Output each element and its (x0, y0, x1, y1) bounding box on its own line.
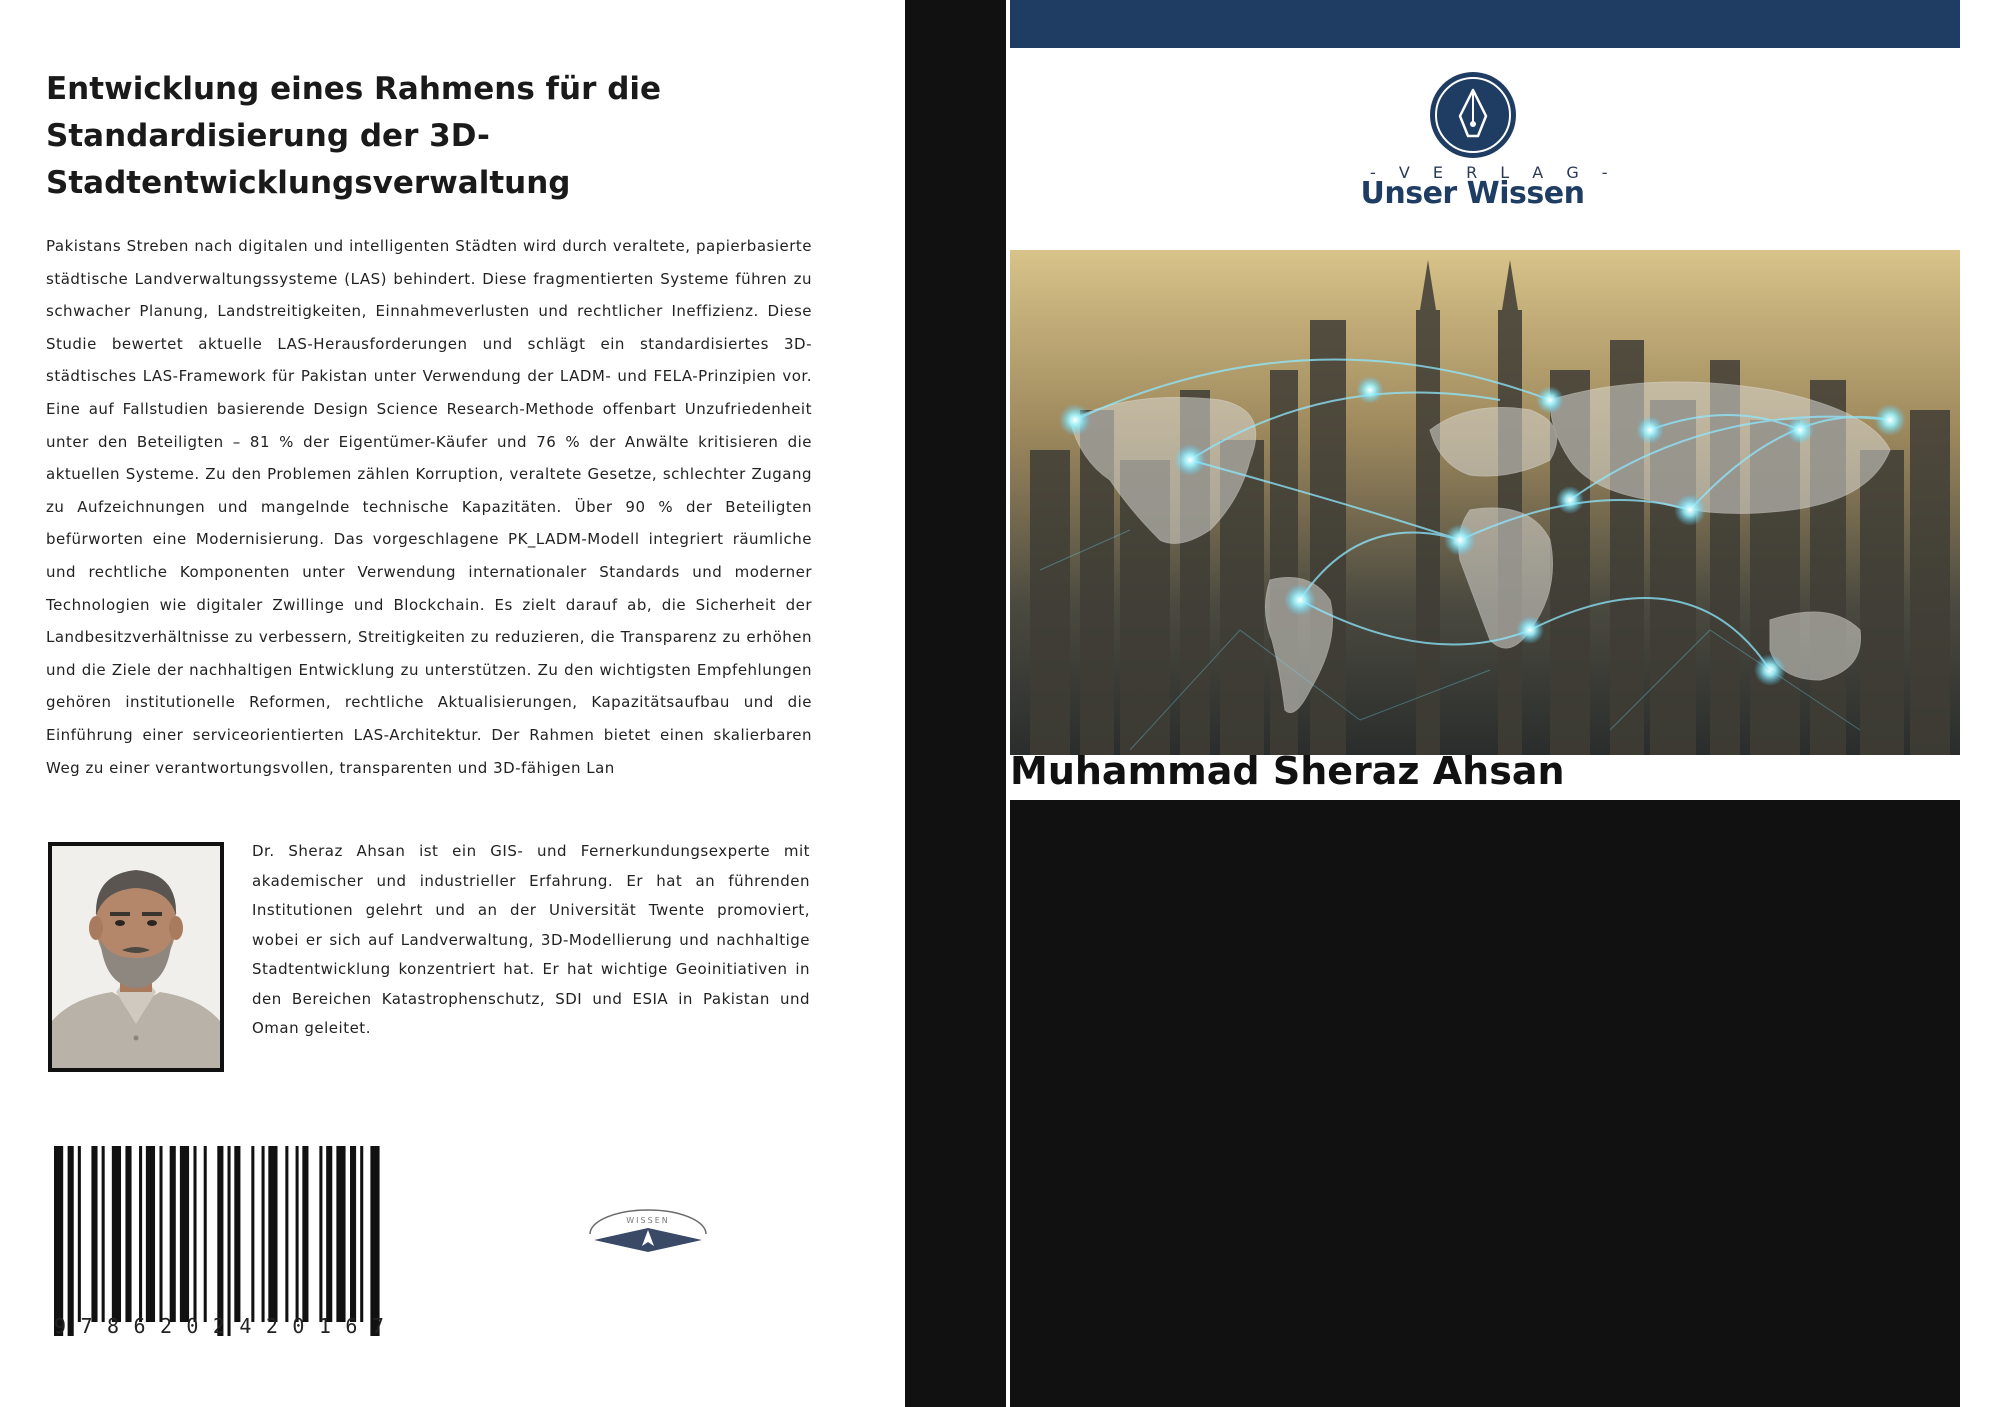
isbn-digit: 6 (133, 1314, 146, 1338)
publisher-back-logo (582, 1206, 714, 1256)
barcode-bar (68, 1146, 74, 1336)
barcode-bar (326, 1146, 332, 1322)
fountain-pen-nib-icon (1428, 70, 1518, 160)
publisher-name: Unser Wissen (1360, 176, 1585, 211)
barcode-bar (193, 1146, 196, 1322)
isbn-digit: 2 (265, 1314, 278, 1338)
book-title: Entwicklung eines Rahmens für die Standardisierung der 3D-Stadtentwicklungsverwaltung (46, 71, 662, 201)
barcode-bar (268, 1146, 277, 1322)
barcode-bar (234, 1146, 240, 1322)
barcode-bar (360, 1146, 363, 1322)
barcode-bar (146, 1146, 155, 1322)
barcode-bar (319, 1146, 322, 1322)
barcode-bar (54, 1146, 63, 1336)
barcode-bar (217, 1146, 223, 1336)
barcode-bar (350, 1146, 356, 1322)
front-cover (1010, 0, 1960, 1407)
publisher-logo-area (1010, 48, 1960, 250)
barcode-bar (91, 1146, 97, 1322)
isbn-digit: 7 (80, 1314, 93, 1338)
barcode-bar (251, 1146, 254, 1322)
isbn-digit: 9 (54, 1314, 67, 1338)
isbn-digit: 8 (106, 1314, 120, 1338)
barcode-bar (370, 1146, 379, 1336)
author-bio: Dr. Sheraz Ahsan ist ein GIS- und Fernerkundungsexperte mit akademischer und industrieller Erfahrung. Er hat an führenden Institutionen gelehrt und an der Universität Twente promoviert, wobei er sich auf Landverwaltung, 3D-Modellierung und nachhaltige Stadtentwicklung konzentriert hat. Er hat wichtige Geoinitiativen in den Bereichen Katastrophenschutz, SDI und ESIA in Pakistan und Oman geleitet. (252, 842, 810, 1037)
isbn-digit: 7 (371, 1314, 384, 1338)
back-cover (0, 0, 905, 1407)
barcode-bar (302, 1146, 308, 1322)
isbn-digit: 2 (159, 1314, 172, 1338)
barcode-bar (139, 1146, 142, 1322)
back-logo-text: WISSEN (626, 1216, 670, 1225)
city-world-network-image (1010, 250, 1960, 755)
book-blurb: Pakistans Streben nach digitalen und intelligenten Städten wird durch veraltete, papierbasierte städtische Landverwaltungssysteme (LAS) behindert. Diese fragmentierten Systeme führen zu schwacher Planung, Landstreitigkeiten, Einnahmeverlusten und rechtlicher Ineffizienz. Diese Studie bewertet aktuelle LAS-Herausforderungen und schlägt ein standardisiertes 3D-städtisches LAS-Framework für Pakistan unter Verwendung der LADM- und FELA-Prinzipien vor. Eine auf Fallstudien basierende Design Science Research-Methode offenbart Unzufriedenheit unter den Beteiligten – 81 % der Eigentümer-Käufer und 76 % der Anwälte kritisieren die aktuellen Systeme. Zu den Problemen zählen Korruption, veraltete Gesetze, schlechter Zugang zu Aufzeichnungen und mangelnde technische Kapazitäten. Über 90 % der Beteiligten befürworten eine Modernisierung. Das vorgeschlagene PK_LADM-Modell integriert räumliche und rechtliche Komponenten unter Verwendung internationaler Standards und moderner Technologien wie digitaler Zwillinge und Blockchain. Es zielt darauf ab, die Sicherheit der Landbesitzverhältnisse zu verbessern, Streitigkeiten zu reduzieren, die Transparenz zu erhöhen und die Ziele der nachhaltigen Entwicklung zu unterstützen. Zu den wichtigsten Empfehlungen gehören institutionelle Reformen, rechtliche Aktualisierungen, Kapazitätsaufbau und die Einführung einer serviceorientierten LAS-Architektur. Der Rahmen bietet einen skalierbaren Weg zu einer verantwortungsvollen, transparenten und 3D-fähigen Lan (46, 237, 812, 777)
barcode-bar (228, 1146, 231, 1336)
publisher-verlag-label: - V E R L A G - (1370, 163, 1617, 182)
top-color-band (1010, 0, 1960, 48)
barcode-bar (78, 1146, 81, 1322)
barcode-bar (102, 1146, 105, 1322)
barcode-bar (285, 1146, 288, 1322)
barcode-bar (125, 1146, 131, 1322)
barcode-bar (262, 1146, 265, 1322)
author-portrait-image (52, 846, 220, 1068)
author-name: Muhammad Sheraz Ahsan (1010, 749, 1565, 793)
isbn-digit: 2 (212, 1314, 225, 1338)
barcode-bar (336, 1146, 345, 1322)
barcode-bar (296, 1146, 299, 1322)
barcode-bar (180, 1146, 189, 1322)
isbn-barcode (54, 1146, 384, 1336)
barcode-bar (170, 1146, 176, 1322)
isbn-digits (54, 1314, 384, 1338)
author-photo (48, 842, 224, 1072)
isbn-digit: 1 (318, 1314, 331, 1338)
isbn-digit: 6 (345, 1314, 358, 1338)
barcode-bar (159, 1146, 162, 1322)
author-band (1010, 749, 1960, 800)
isbn-digit: 0 (186, 1314, 199, 1338)
book-spine (905, 0, 1006, 1407)
isbn-digit: 4 (239, 1314, 252, 1338)
isbn-digit: 0 (292, 1314, 305, 1338)
cover-illustration (1010, 250, 1960, 755)
barcode-bar (204, 1146, 207, 1322)
barcode-bar (112, 1146, 121, 1322)
